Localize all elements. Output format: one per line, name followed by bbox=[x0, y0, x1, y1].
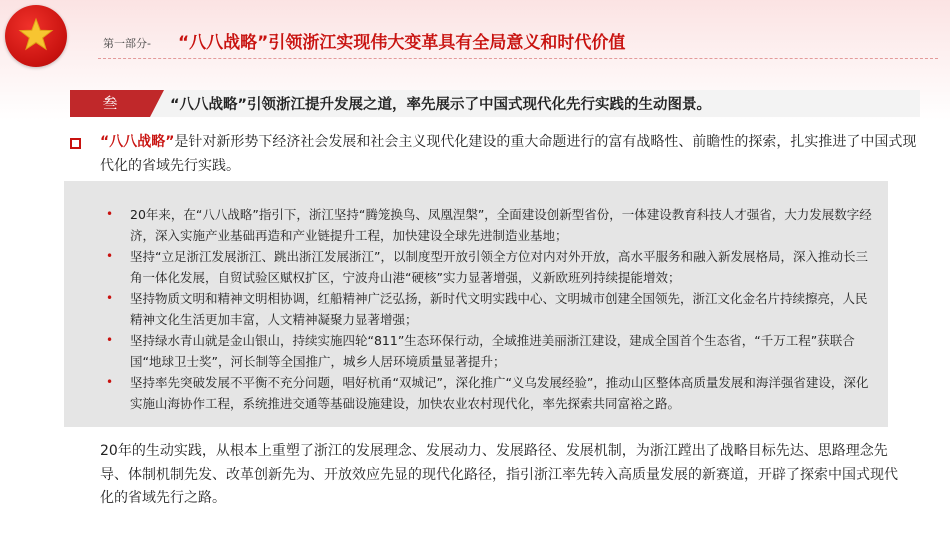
closing-paragraph: 20年的生动实践，从根本上重塑了浙江的发展理念、发展动力、发展路径、发展机制，为浙江蹚出了战略目标先达、思路理念先导、体制机制先发、改革创新先为、开放效应先显的现代化路径，指引浙江率先转入高质量发展的新赛道，开辟了探索中国式现代化的省域先行之路。 bbox=[100, 443, 898, 506]
party-emblem bbox=[5, 5, 67, 67]
list-item-text: 坚持物质文明和精神文明相协调，红船精神广泛弘扬，新时代文明实践中心、文明城市创建全国领先，浙江文化金名片持续擦亮，人民精神文化生活更加丰富，人文精神凝聚力显著增强； bbox=[130, 291, 868, 327]
bullet-icon: • bbox=[106, 249, 114, 263]
page-title: “八八战略”引领浙江实现伟大变革具有全局意义和时代价值 bbox=[178, 33, 626, 53]
title-divider bbox=[98, 58, 938, 59]
lead-body: 是针对新形势下经济社会发展和社会主义现代化建设的重大命题进行的富有战略性、前瞻性的探索，扎实推进了中国式现代化的省域先行实践。 bbox=[100, 134, 917, 174]
list-item-text: 20年来，在“八八战略”指引下，浙江坚持“腾笼换鸟、凤凰涅槃”，全面建设创新型省份，一体建设教育科技人才强省，大力发展数字经济，深入实施产业基础再造和产业链提升工程，加快建设全球先进制造业基地； bbox=[130, 207, 872, 243]
achievements-list bbox=[106, 204, 876, 414]
subheader-tag-tail bbox=[150, 90, 164, 117]
subheader-text: “八八战略”引领浙江提升发展之道，率先展示了中国式现代化先行实践的生动图景。 bbox=[170, 97, 712, 113]
section-label: 第一部分- bbox=[103, 37, 151, 50]
subheader-tag: 叁 bbox=[70, 90, 150, 117]
bullet-icon: • bbox=[106, 207, 114, 221]
bullet-icon: • bbox=[106, 375, 114, 389]
list-item-text: 坚持率先突破发展不平衡不充分问题，唱好杭甬“双城记”，深化推广“义乌发展经验”，推动山区整体高质量发展和海洋强省建设，深化实施山海协作工程，系统推进交通等基础设施建设，加快农业农村现代化，率先探索共同富裕之路。 bbox=[130, 375, 869, 411]
star-icon bbox=[18, 17, 54, 53]
list-item bbox=[106, 288, 876, 330]
list-item-text: 坚持“立足浙江发展浙江、跳出浙江发展浙江”，以制度型开放引领全方位对内对外开放，高水平服务和融入新发展格局，深入推动长三角一体化发展，自贸试验区赋权扩区，宁波舟山港“硬核”实力显著增强，义新欧班列持续提能增效； bbox=[130, 249, 868, 285]
lead-keyword: “八八战略” bbox=[100, 134, 175, 150]
lead-paragraph bbox=[100, 130, 930, 178]
list-item-text: 坚持绿水青山就是金山银山，持续实施四轮“811”生态环保行动，全域推进美丽浙江建设，建成全国首个生态省，“千万工程”获联合国“地球卫士奖”，河长制等全国推广，城乡人居环境质量显著提升； bbox=[130, 333, 855, 369]
list-item bbox=[106, 330, 876, 372]
list-item bbox=[106, 204, 876, 246]
list-item bbox=[106, 246, 876, 288]
bullet-icon: • bbox=[106, 291, 114, 305]
list-item bbox=[106, 372, 876, 414]
square-bullet-icon bbox=[70, 138, 81, 149]
bullet-icon: • bbox=[106, 333, 114, 347]
